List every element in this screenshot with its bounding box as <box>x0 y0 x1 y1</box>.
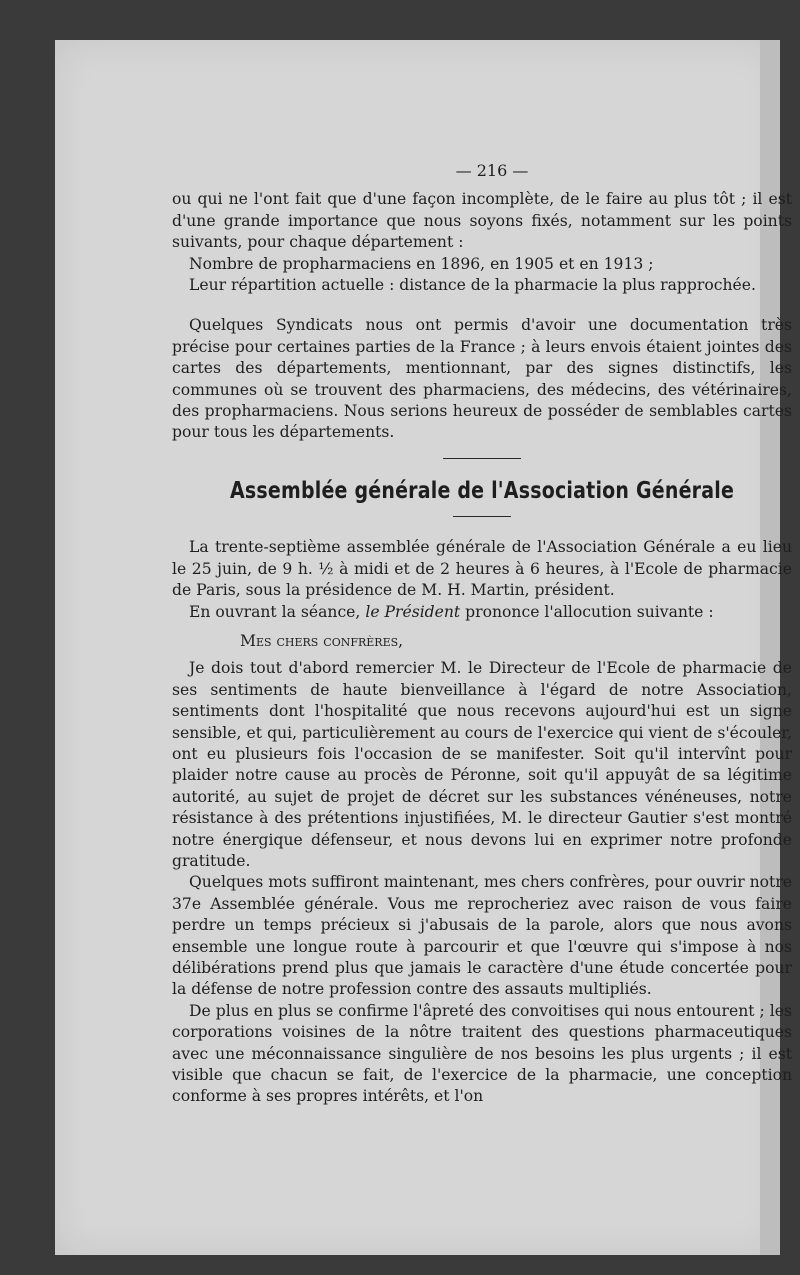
section-heading: Assemblée générale de l'Association Générale <box>229 477 735 504</box>
page-number: — 216 — <box>455 161 529 180</box>
paragraph: ou qui ne l'ont fait que d'une façon incomplète, de le faire au plus tôt ; il est d'une grande importance que nous soyons fixés, notamment sur les points suivants, pour chaque département : <box>172 190 792 252</box>
paragraph: Je dois tout d'abord remercier M. le Directeur de l'Ecole de pharmacie de ses sentiments de haute bienveillance à l'égard de notre Association, sentiments dont l'hospitalité que nous recevons aujourd'hui est un signe sensible, et qui, particulièrement au cours de l'exercice qui vient de s'écouler, ont eu plusieurs fois l'occasion de se manifester. Soit qu'il intervînt pour plaider notre cause au procès de Péronne, soit qu'il appuyât de sa légitime autorité, au sujet de projet de décret sur les substances vénéneuses, notre résistance à des prétentions injustifiées, M. le directeur Gautier s'est montré notre énergique défenseur, et nous devons lui en exprimer notre profonde gratitude. <box>172 659 792 870</box>
scanned-page <box>55 40 792 1255</box>
italic-text: le Président <box>365 602 461 621</box>
paragraph: En ouvrant la séance, le Président prononce l'allocution suivante : <box>189 602 714 621</box>
salutation: Mes chers confrères, <box>240 631 404 650</box>
heading-underline <box>453 516 511 517</box>
page-content <box>172 160 792 1108</box>
paragraph: Quelques mots suffiront maintenant, mes chers confrères, pour ouvrir notre 37e Assemblée générale. Vous me reprocheriez avec raison de vous faire perdre un temps précieux si j'abusais de la parole, alors que nous avons ensemble une longue route à parcourir et que l'œuvre qui s'impose à nos délibérations prend plus que jamais le caractère d'une étude concertée pour la défense de notre profession contre des assauts multipliés. <box>172 873 792 999</box>
separator-rule <box>443 458 521 459</box>
paragraph: La trente-septième assemblée générale de l'Association Générale a eu lieu le 25 juin, de 9 h. ½ à midi et de 2 heures à 6 heures, à l'Ecole de pharmacie de Paris, sous la présidence de M. H. Martin, président. <box>172 538 792 600</box>
paragraph: Quelques Syndicats nous ont permis d'avoir une documentation très précise pour certaines parties de la France ; à leurs envois étaient jointes des cartes des départements, mentionnant, par des signes distinctifs, les communes où se trouvent des pharmaciens, des médecins, des vétérinaires, des propharmaciens. Nous serions heureux de posséder de semblables cartes pour tous les départements. <box>172 316 792 442</box>
list-line: Nombre de propharmaciens en 1896, en 1905 et en 1913 ; <box>189 254 654 273</box>
list-line: Leur répartition actuelle : distance de la pharmacie la plus rapprochée. <box>189 276 756 295</box>
paragraph: De plus en plus se confirme l'âpreté des convoitises qui nous entourent ; les corporations voisines de la nôtre traitent des questions pharmaceutiques avec une méconnaissance singulière de nos besoins les plus urgents ; il est visible que chacun se fait, de l'exercice de la pharmacie, une conception conforme à ses propres intérêts, et l'on <box>172 1001 792 1106</box>
